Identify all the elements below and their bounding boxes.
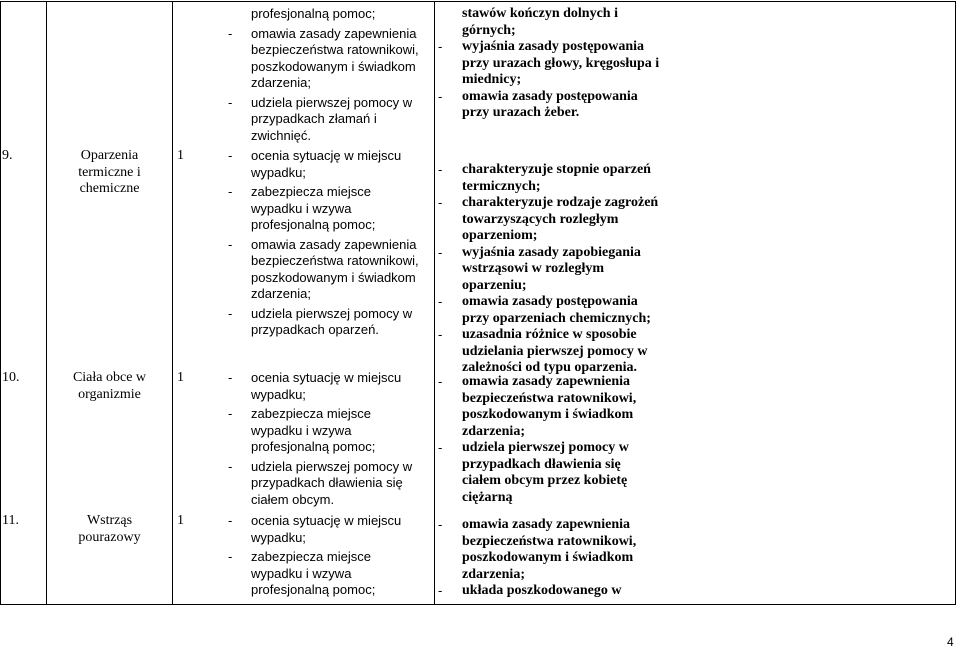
col3-line: przypadkach dławienia się [251,475,403,490]
col4-line: poszkodowanym i świadkom [462,407,634,422]
col3-line: ocenia sytuację w miejscu [251,148,402,163]
topic-line: chemiczne [79,181,140,196]
col3-line: profesjonalną pomoc; [251,217,376,232]
col4-line: górnych; [462,22,516,38]
col3-line: udziela pierwszej pomocy w [251,305,413,321]
col3-line: zabezpiecza miejsce [251,549,371,564]
table-border-top [1,1,956,2]
list-bullet-dash: - [228,458,233,474]
col4-line: zdarzenia; [462,566,525,582]
list-bullet-dash: - [438,39,443,54]
col4-line: ciężarną [462,489,513,505]
col3-line: bezpieczeństwa ratownikowi, [251,42,419,57]
col4-line: udziela pierwszej pomocy w [462,440,629,455]
table-border-bottom [1,604,956,605]
col3-line: zdarzenia; [251,286,311,301]
col3-line: profesjonalną pomoc; [251,6,376,21]
list-bullet-dash: - [228,148,233,163]
col3-line: poszkodowanym i świadkom [251,58,416,74]
col4-line: charakteryzuje stopnie oparzeń [462,162,651,177]
list-bullet-dash: - [438,162,443,177]
topic-line: Oparzenia [80,148,139,163]
col3-line: omawia zasady zapewnienia [251,236,417,252]
col4-line: towarzyszących rozległym [462,211,619,227]
col3-line: udziela pierwszej pomocy w [251,458,413,474]
col3-line: zabezpiecza miejsce [251,184,371,199]
col3-line: przypadkach złamań i [251,111,377,126]
col4-line: uzasadnia różnice w sposobie [462,327,637,342]
list-bullet-dash: - [438,195,443,210]
list-bullet-dash: - [228,513,233,528]
list-bullet-dash: - [438,244,443,260]
col3-line: zdarzenia; [251,75,311,90]
column-divider [434,1,435,605]
col4-line: charakteryzuje rodzaje zagrożeń [462,195,659,210]
table-border-left [0,1,1,605]
col3-line: zwichnięć. [251,127,311,143]
col4-line: przy oparzeniach chemicznych; [462,310,651,326]
col4-line: omawia zasady postępowania [462,88,638,104]
list-bullet-dash: - [228,94,233,110]
topic-line: organizmie [78,386,141,402]
col4-line: miednicy; [462,72,522,87]
page-number: 4 [947,635,954,649]
col3-line: poszkodowanym i świadkom [251,269,416,285]
col3-line: wypadku; [251,164,306,180]
col3-line: profesjonalną pomoc; [251,582,376,597]
list-bullet-dash: - [438,440,443,455]
col3-line: udziela pierwszej pomocy w [251,94,413,110]
column-divider [46,1,47,605]
col4-line: udzielania pierwszej pomocy w [462,343,648,359]
topic-line: termiczne i [78,164,141,180]
row-number: 10. [2,370,20,385]
list-bullet-dash: - [438,517,443,532]
topic-line: pourazowy [78,529,141,545]
row-number: 9. [2,148,13,163]
col4-line: wyjaśnia zasady zapobiegania [462,244,641,260]
col4-line: bezpieczeństwa ratownikowi, [462,390,637,406]
col4-line: przypadkach dławienia się [462,456,621,472]
col3-line: ocenia sytuację w miejscu [251,513,402,528]
topic-line: Wstrząs [86,513,133,528]
col4-line: zdarzenia; [462,423,525,439]
col3-line: bezpieczeństwa ratownikowi, [251,253,419,268]
col3-line: wypadku i wzywa [251,565,352,581]
col4-line: bezpieczeństwa ratownikowi, [462,533,637,549]
list-bullet-dash: - [228,236,233,252]
col4-line: stawów kończyn dolnych i [462,6,618,21]
col4-line: termicznych; [462,178,541,194]
column-divider [172,1,173,605]
list-bullet-dash: - [228,370,233,385]
hours-value: 1 [177,148,184,163]
col4-line: oparzeniom; [462,228,538,243]
col4-line: oparzeniu; [462,277,527,293]
hours-value: 1 [177,370,184,385]
topic-line: Ciała obce w [72,370,147,385]
col4-line: przy urazach żeber. [462,105,580,120]
col3-line: profesjonalną pomoc; [251,439,376,454]
col3-line: przypadkach oparzeń. [251,322,379,337]
list-bullet-dash: - [438,583,443,598]
col3-line: wypadku i wzywa [251,200,352,216]
col3-line: ciałem obcym. [251,491,335,507]
col4-line: wyjaśnia zasady postępowania [462,39,645,54]
list-bullet-dash: - [438,294,443,309]
col4-line: zależności od typu oparzenia. [462,360,637,375]
col3-line: zabezpiecza miejsce [251,406,371,421]
col4-line: omawia zasady zapewnienia [462,517,630,532]
hours-value: 1 [177,513,184,528]
list-bullet-dash: - [228,549,233,564]
list-bullet-dash: - [438,327,443,342]
list-bullet-dash: - [228,25,233,41]
list-bullet-dash: - [228,184,233,199]
col4-line: poszkodowanym i świadkom [462,550,634,565]
col4-line: przy urazach głowy, kręgosłupa i [462,55,660,71]
col4-line: układa poszkodowanego w [462,583,622,598]
col4-line: omawia zasady postępowania [462,294,638,309]
list-bullet-dash: - [438,88,443,104]
col3-line: wypadku i wzywa [251,422,352,438]
row-number: 11. [2,513,19,528]
col4-line: omawia zasady zapewnienia [462,374,630,389]
list-bullet-dash: - [228,305,233,321]
col3-line: wypadku; [251,386,306,402]
list-bullet-dash: - [228,406,233,421]
list-bullet-dash: - [438,374,443,389]
table-border-right [955,1,956,605]
col4-line: wstrząsowi w rozległym [462,261,605,276]
col3-line: omawia zasady zapewnienia [251,25,417,41]
col4-line: ciałem obcym przez kobietę [462,473,628,488]
col3-line: wypadku; [251,529,306,545]
col3-line: ocenia sytuację w miejscu [251,370,402,385]
